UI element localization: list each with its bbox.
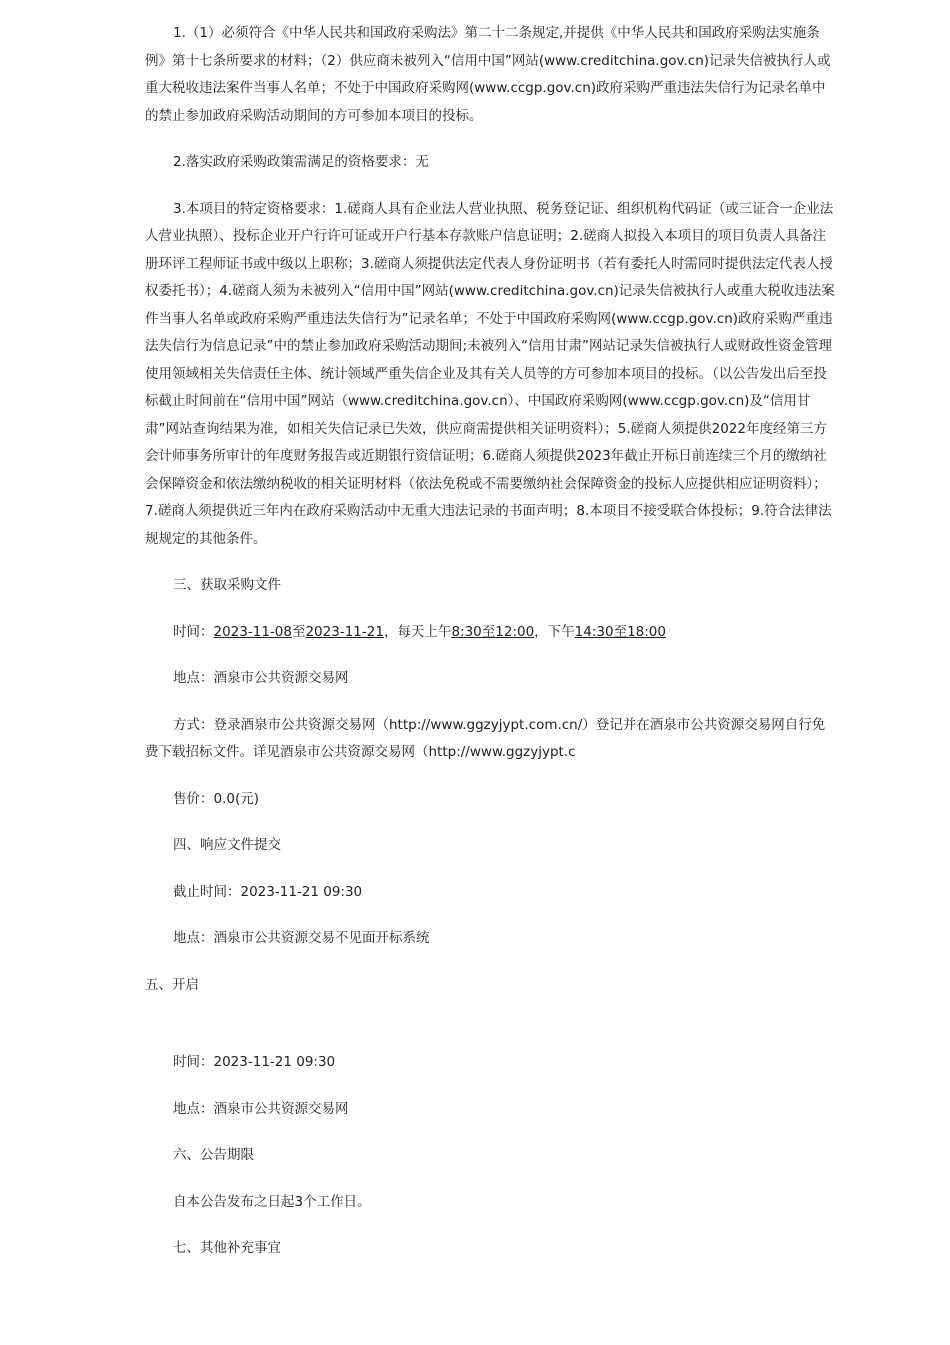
opening-location: 地点：酒泉市公共资源交易网 [173, 1100, 349, 1117]
obtain-afternoon-to: 至 [613, 623, 628, 640]
submission-deadline: 截止时间：2023-11-21 09:30 [173, 883, 363, 900]
opening-time: 时间：2023-11-21 09:30 [173, 1054, 336, 1070]
submission-location: 地点：酒泉市公共资源交易不见面开标系统 [173, 930, 430, 946]
obtain-afternoon-prefix: ，下午 [534, 623, 575, 640]
qualification-general: 1.（1）必须符合《中华人民共和国政府采购法》第二十二条规定,并提供《中华人民共和国政府采购法实施条例》第十七条所要求的材料；（2）供应商未被列入“信用中国”网站(www.creditchina.gov.cn)记录失信被执行人或重大税收违法案件当事人名单；不处于中国政府采购网(www.ccgp.gov.cn)政府采购严重违法失信行为记录名单中的禁止参加政府采购活动期间的方可参加本项目的投标。 [145, 25, 831, 124]
obtain-price: 售价：0.0(元) [173, 790, 260, 807]
section-heading-other: 七、其他补充事宜 [173, 1240, 281, 1256]
section-heading-opening: 五、开启 [145, 976, 199, 993]
obtain-morning-prefix: ，每天上午 [383, 623, 452, 640]
obtain-location: 地点：酒泉市公共资源交易网 [173, 670, 349, 686]
obtain-date-start: 2023-11-08 [213, 623, 292, 640]
announcement-body [145, 20, 835, 1263]
obtain-method: 方式：登录酒泉市公共资源交易网（http://www.ggzyjypt.com.cn/）登记并在酒泉市公共资源交易网自行免费下载招标文件。详见酒泉市公共资源交易网（http://www.ggzyjypt.c [145, 716, 826, 760]
obtain-morning-end: 12:00 [495, 623, 535, 640]
qualification-specific: 3.本项目的特定资格要求：1.磋商人具有企业法人营业执照、税务登记证、组织机构代码证（或三证合一企业法人营业执照）、投标企业开户行许可证或开户行基本存款账户信息证明；2.磋商人拟投入本项目的项目负责人具备注册环评工程师证书或中级以上职称；3.磋商人须提供法定代表人身份证明书（若有委托人时需同时提供法定代表人授权委托书）；4.磋商人须为未被列入“信用中国”网站(www.creditchina.gov.cn)记录失信被执行人或重大税收违法案件当事人名单或政府采购严重违法失信行为”记录名单；不处于中国政府采购网(www.ccgp.gov.cn)政府采购严重违法失信行为信息记录”中的禁止参加政府采购活动期间;未被列入“信用甘肃”网站记录失信被执行人或财政性资金管理使用领域相关失信责任主体、统计领域严重失信企业及其有关人员等的方可参加本项目的投标。（以公告发出后至投标截止时间前在“信用中国”网站（www.creditchina.gov.cn）、中国政府采购网(www.ccgp.gov.cn)及“信用甘肃”网站查询结果为准，如相关失信记录已失效，供应商需提供相关证明资料）；5.磋商人须提供2022年度经第三方会计师事务所审计的年度财务报告或近期银行资信证明；6.磋商人须提供2023年截止开标日前连续三个月的缴纳社会保障资金和依法缴纳税收的相关证明材料（依法免税或不需要缴纳社会保障资金的投标人应提供相应证明资料）；7.磋商人须提供近三年内在政府采购活动中无重大违法记录的书面声明；8.本项目不接受联合体投标；9.符合法律法规规定的其他条件。 [145, 200, 835, 547]
obtain-date-to: 至 [291, 623, 306, 640]
section-heading-obtain: 三、获取采购文件 [173, 577, 281, 593]
obtain-morning-to: 至 [481, 623, 496, 640]
period-text: 自本公告发布之日起3个工作日。 [173, 1193, 371, 1210]
obtain-date-end: 2023-11-21 [305, 623, 384, 640]
obtain-morning-start: 8:30 [451, 623, 482, 640]
qualification-policy: 2.落实政府采购政策需满足的资格要求：无 [173, 154, 429, 170]
section-heading-submission: 四、响应文件提交 [173, 837, 281, 853]
obtain-time-label: 时间： [173, 623, 214, 640]
obtain-time [145, 619, 835, 647]
obtain-afternoon-end: 18:00 [627, 623, 666, 640]
obtain-afternoon-start: 14:30 [574, 623, 614, 640]
section-heading-period: 六、公告期限 [173, 1147, 254, 1163]
